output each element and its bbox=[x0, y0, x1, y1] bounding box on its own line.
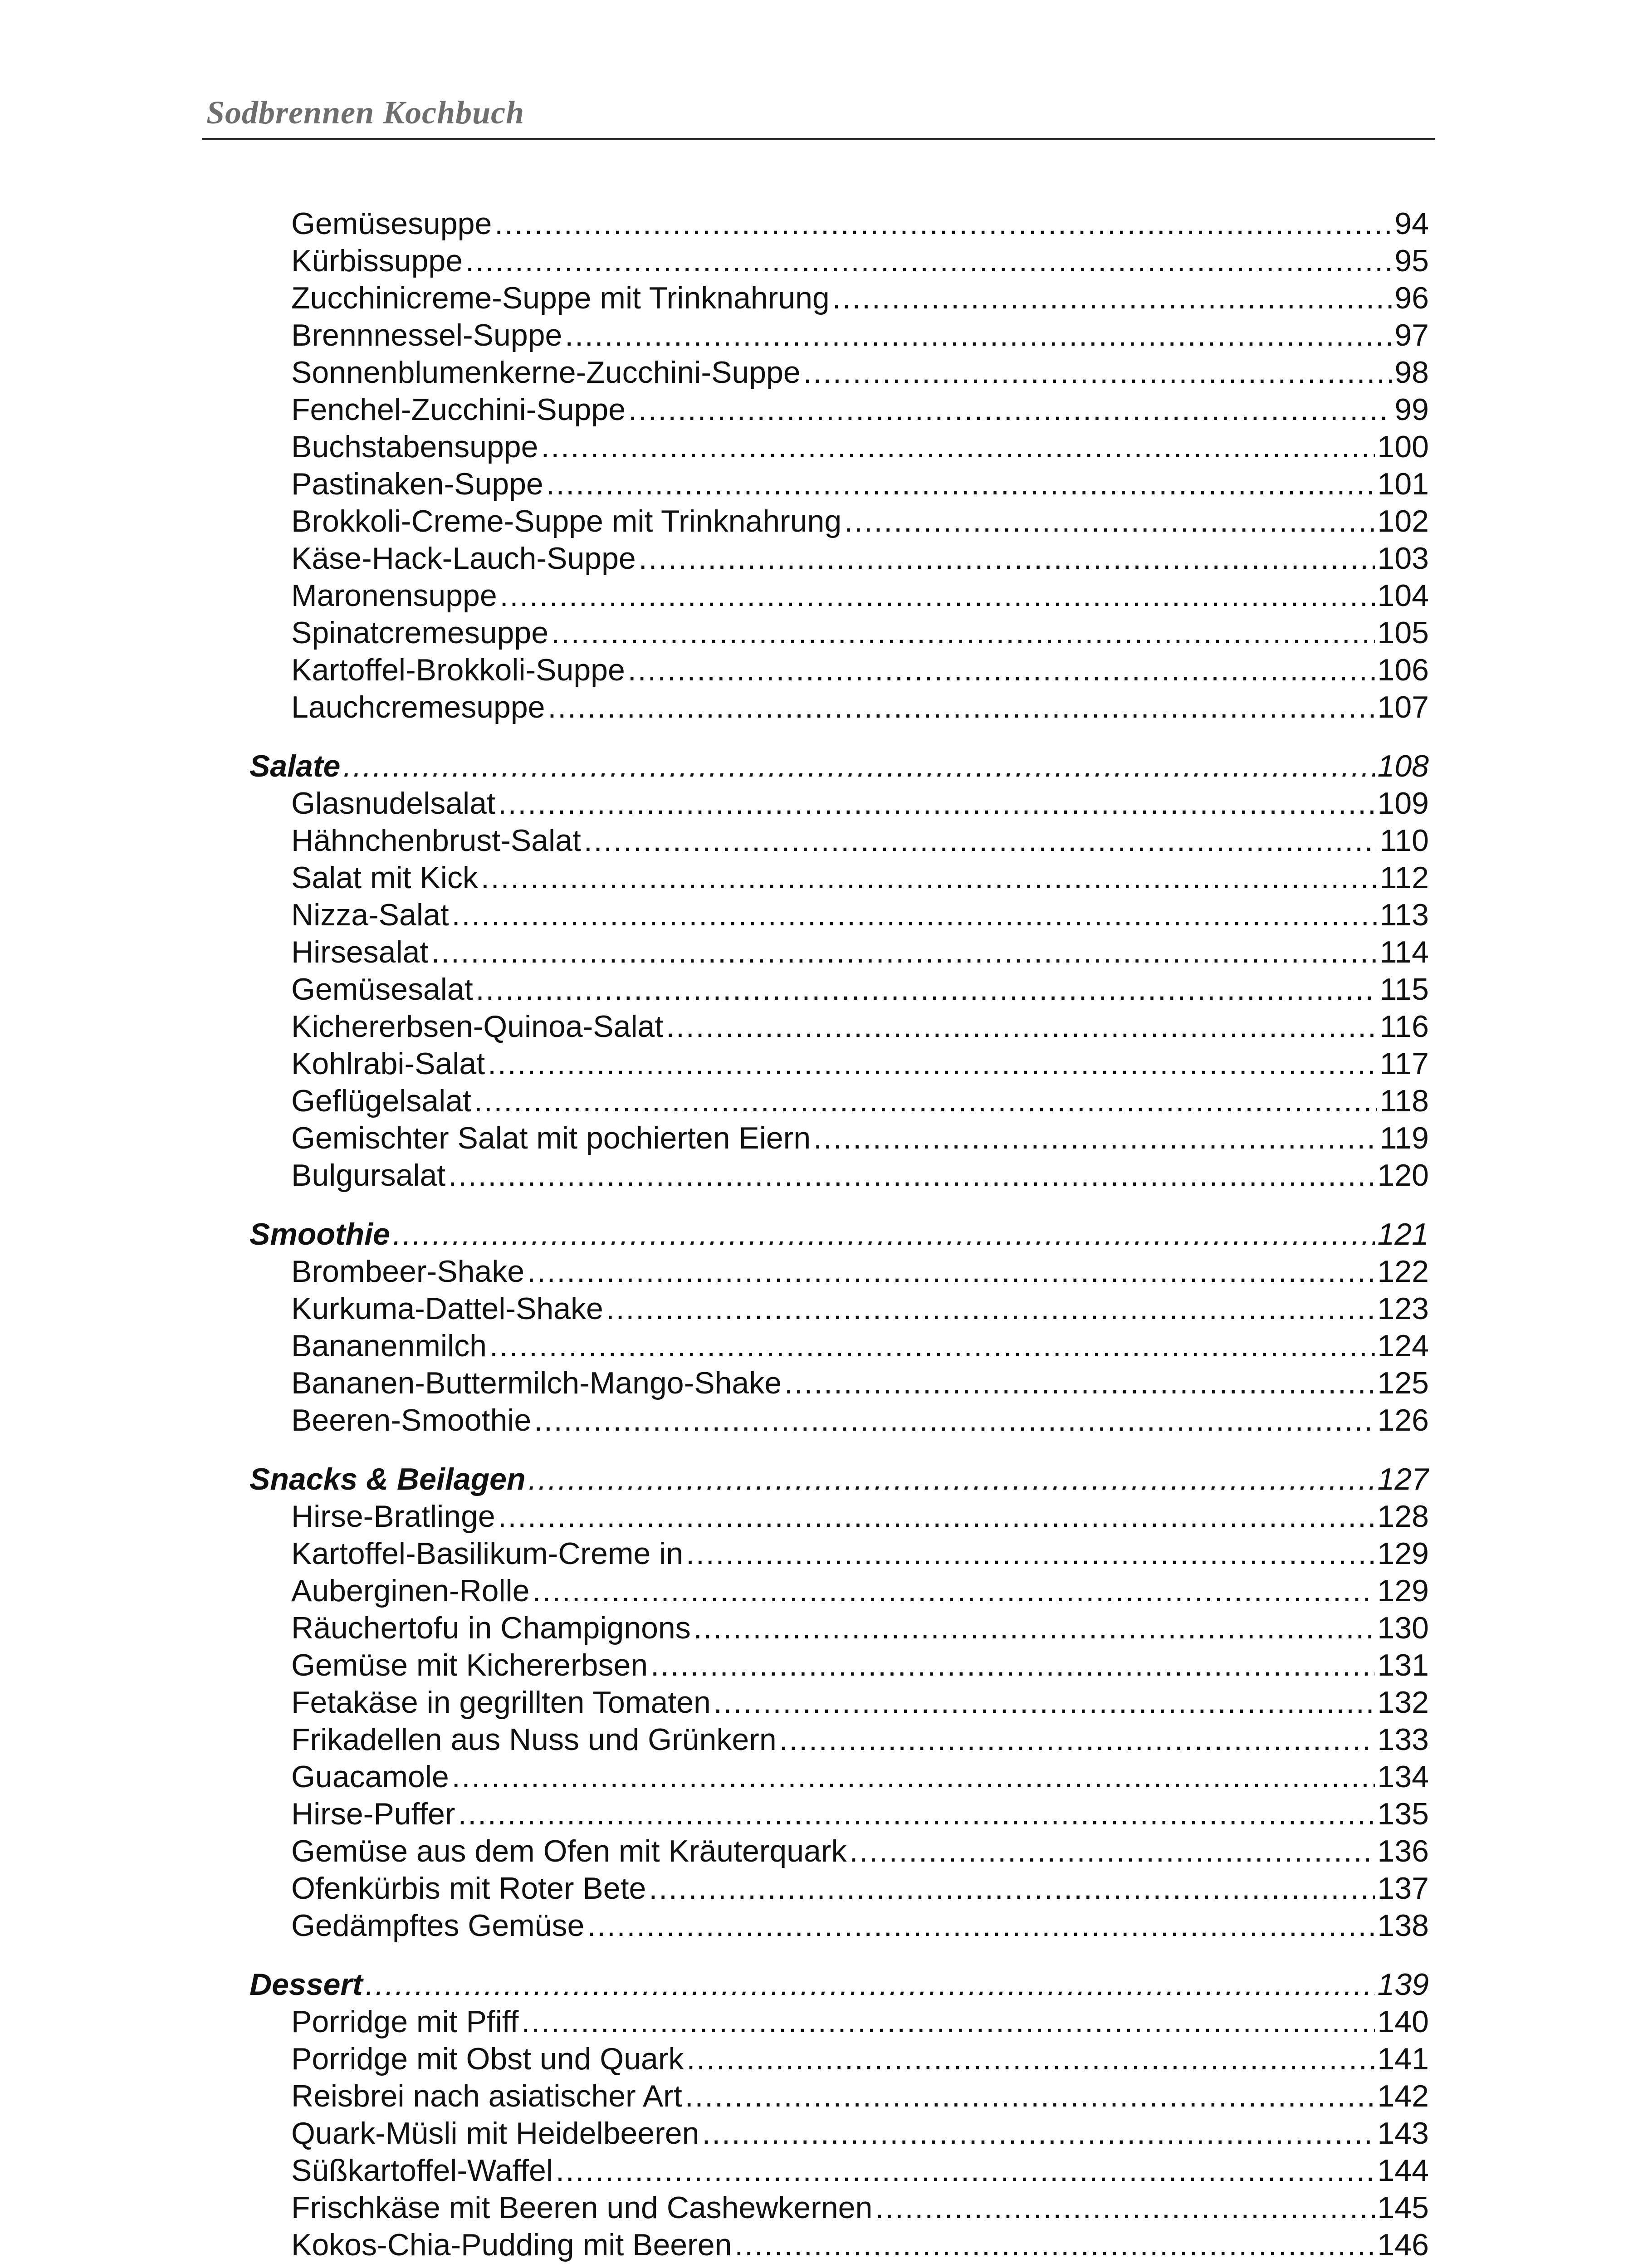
dot-leader bbox=[546, 465, 1375, 503]
toc-entry bbox=[291, 1535, 1429, 1572]
toc-page-number: 115 bbox=[1379, 972, 1429, 1007]
toc-entry-label: Brokkoli-Creme-Suppe mit Trinknahrung bbox=[291, 504, 842, 538]
toc-entry bbox=[291, 465, 1429, 503]
running-header-title: Sodbrennen Kochbuch bbox=[206, 94, 525, 131]
toc-section-label: Dessert bbox=[249, 1967, 363, 2002]
toc-page-number: 106 bbox=[1377, 653, 1429, 687]
toc-entry bbox=[291, 2189, 1429, 2226]
dot-leader bbox=[628, 391, 1392, 428]
toc-entry-label: Bulgursalat bbox=[291, 1158, 446, 1193]
toc-page-number: 126 bbox=[1377, 1403, 1429, 1437]
toc-entry-label: Gemüsesuppe bbox=[291, 206, 492, 241]
toc-entry bbox=[291, 1045, 1429, 1082]
dot-leader bbox=[702, 2115, 1374, 2152]
toc-entry-label: Porridge mit Pfiff bbox=[291, 2004, 519, 2039]
dot-leader bbox=[534, 1402, 1374, 1439]
toc-entry bbox=[291, 540, 1429, 577]
toc-entry bbox=[291, 651, 1429, 689]
toc-entry-label: Kohlrabi-Salat bbox=[291, 1046, 485, 1081]
toc-page-number: 110 bbox=[1379, 823, 1429, 858]
dot-leader bbox=[500, 577, 1375, 614]
dot-leader bbox=[803, 354, 1392, 391]
dot-leader bbox=[850, 1833, 1375, 1870]
dot-leader bbox=[734, 2226, 1374, 2263]
toc-entry bbox=[291, 1572, 1429, 1609]
toc-entry bbox=[291, 1290, 1429, 1327]
toc-page-number: 96 bbox=[1394, 281, 1429, 315]
toc-section-heading bbox=[249, 1216, 1429, 1253]
toc-section-label: Salate bbox=[249, 749, 341, 783]
dot-leader bbox=[541, 428, 1374, 465]
toc-page-number: 116 bbox=[1379, 1009, 1429, 1044]
toc-page-number: 136 bbox=[1377, 1834, 1429, 1868]
dot-leader bbox=[714, 1684, 1375, 1721]
dot-leader bbox=[489, 1327, 1375, 1364]
toc-entry-label: Kurkuma-Dattel-Shake bbox=[291, 1291, 603, 1326]
dot-leader bbox=[452, 1758, 1375, 1795]
toc-entry-label: Sonnenblumenkerne-Zucchini-Suppe bbox=[291, 355, 801, 390]
dot-leader bbox=[532, 1572, 1374, 1609]
toc-page-number: 94 bbox=[1394, 206, 1429, 241]
dot-leader bbox=[521, 2003, 1374, 2040]
dot-leader bbox=[343, 748, 1374, 785]
toc-page-number: 143 bbox=[1377, 2116, 1429, 2151]
toc-entry bbox=[291, 2152, 1429, 2189]
dot-leader bbox=[366, 1966, 1375, 2003]
dot-leader bbox=[813, 1119, 1377, 1157]
toc-entry-label: Porridge mit Obst und Quark bbox=[291, 2042, 684, 2076]
toc-entry-label: Gemüsesalat bbox=[291, 972, 473, 1007]
toc-page-number: 142 bbox=[1377, 2079, 1429, 2113]
toc-entry bbox=[291, 896, 1429, 934]
toc-section-label: Snacks & Beilagen bbox=[249, 1462, 526, 1496]
toc-page-number: 97 bbox=[1394, 318, 1429, 352]
toc-page-number: 124 bbox=[1377, 1329, 1429, 1363]
toc-page-number: 139 bbox=[1377, 1967, 1429, 2002]
toc-entry-label: Gemüse aus dem Ofen mit Kräuterquark bbox=[291, 1834, 847, 1868]
toc-entry bbox=[291, 279, 1429, 317]
dot-leader bbox=[494, 205, 1392, 242]
toc-page-number: 141 bbox=[1377, 2042, 1429, 2076]
toc-entry-label: Buchstabensuppe bbox=[291, 430, 538, 464]
toc-entry-label: Süßkartoffel-Waffel bbox=[291, 2153, 553, 2188]
dot-leader bbox=[458, 1795, 1375, 1833]
dot-leader bbox=[474, 1082, 1377, 1119]
toc-entry bbox=[291, 689, 1429, 726]
dot-leader bbox=[650, 1647, 1374, 1684]
toc-page-number: 135 bbox=[1377, 1797, 1429, 1831]
toc-page-number: 108 bbox=[1377, 749, 1429, 783]
dot-leader bbox=[584, 822, 1377, 859]
toc-entry bbox=[291, 1157, 1429, 1194]
toc-page-number: 146 bbox=[1377, 2228, 1429, 2262]
toc-entry-label: Auberginen-Rolle bbox=[291, 1574, 530, 1608]
dot-leader bbox=[452, 896, 1377, 934]
dot-leader bbox=[431, 934, 1377, 971]
toc-entry-label: Kartoffel-Basilikum-Creme in bbox=[291, 1536, 684, 1571]
toc-entry-label: Hirse-Puffer bbox=[291, 1797, 455, 1831]
toc-entry bbox=[291, 1082, 1429, 1119]
toc-page-number: 125 bbox=[1377, 1366, 1429, 1400]
toc-page-number: 122 bbox=[1377, 1254, 1429, 1289]
toc-entry-label: Ofenkürbis mit Roter Bete bbox=[291, 1871, 646, 1906]
toc-entry-label: Salat mit Kick bbox=[291, 860, 478, 895]
toc-entry-label: Fenchel-Zucchini-Suppe bbox=[291, 392, 626, 427]
toc-entry bbox=[291, 1008, 1429, 1045]
toc-entry bbox=[291, 2040, 1429, 2077]
toc-entry bbox=[291, 205, 1429, 242]
toc-entry bbox=[291, 242, 1429, 279]
toc-page-number: 101 bbox=[1377, 467, 1429, 501]
dot-leader bbox=[875, 2189, 1374, 2226]
toc-entry-label: Kürbissuppe bbox=[291, 244, 463, 278]
toc-entry-label: Zucchinicreme-Suppe mit Trinknahrung bbox=[291, 281, 830, 315]
dot-leader bbox=[465, 242, 1392, 279]
toc-page-number: 127 bbox=[1377, 1462, 1429, 1496]
toc-entry-label: Gemischter Salat mit pochierten Eiern bbox=[291, 1121, 811, 1155]
toc-page-number: 99 bbox=[1394, 392, 1429, 427]
toc-entry-label: Quark-Müsli mit Heidelbeeren bbox=[291, 2116, 699, 2151]
toc-entry-label: Nizza-Salat bbox=[291, 898, 449, 932]
dot-leader bbox=[779, 1721, 1375, 1758]
toc-entry bbox=[291, 1758, 1429, 1795]
toc-entry bbox=[291, 785, 1429, 822]
toc-entry bbox=[291, 1684, 1429, 1721]
toc-page-number: 98 bbox=[1394, 355, 1429, 390]
toc-entry-label: Maronensuppe bbox=[291, 578, 497, 613]
toc-entry-label: Räuchertofu in Champignons bbox=[291, 1611, 691, 1645]
toc-page-number: 109 bbox=[1377, 786, 1429, 821]
toc-entry-label: Glasnudelsalat bbox=[291, 786, 495, 821]
toc-entry-label: Reisbrei nach asiatischer Art bbox=[291, 2079, 682, 2113]
toc-entry-label: Frikadellen aus Nuss und Grünkern bbox=[291, 1722, 777, 1757]
dot-leader bbox=[606, 1290, 1375, 1327]
toc-entry bbox=[291, 822, 1429, 859]
toc-entry-label: Geflügelsalat bbox=[291, 1084, 471, 1118]
dot-leader bbox=[551, 614, 1375, 651]
toc-entry bbox=[291, 391, 1429, 428]
toc-entry bbox=[291, 1870, 1429, 1907]
toc-entry-label: Brombeer-Shake bbox=[291, 1254, 525, 1289]
dot-leader bbox=[498, 1498, 1375, 1535]
toc-page-number: 128 bbox=[1377, 1499, 1429, 1534]
toc-entry-label: Spinatcremesuppe bbox=[291, 616, 549, 650]
toc-entry bbox=[291, 2226, 1429, 2263]
toc-page-number: 112 bbox=[1379, 860, 1429, 895]
toc-entry bbox=[291, 1119, 1429, 1157]
toc-page-number: 114 bbox=[1379, 935, 1429, 969]
dot-leader bbox=[476, 971, 1377, 1008]
toc-section-heading bbox=[249, 748, 1429, 785]
toc-page-number: 132 bbox=[1377, 1685, 1429, 1720]
toc-page-number: 95 bbox=[1394, 244, 1429, 278]
toc-page-number: 121 bbox=[1377, 1217, 1429, 1251]
toc-page-number: 134 bbox=[1377, 1760, 1429, 1794]
toc-entry bbox=[291, 354, 1429, 391]
toc-section-heading bbox=[249, 1461, 1429, 1498]
dot-leader bbox=[685, 2077, 1375, 2115]
toc-entry bbox=[291, 1402, 1429, 1439]
dot-leader bbox=[686, 2040, 1374, 2077]
toc-section-heading bbox=[249, 1966, 1429, 2003]
toc-entry bbox=[291, 614, 1429, 651]
toc-entry bbox=[291, 503, 1429, 540]
toc-page-number: 130 bbox=[1377, 1611, 1429, 1645]
table-of-contents bbox=[0, 205, 1633, 2264]
toc-entry bbox=[291, 1327, 1429, 1364]
dot-leader bbox=[649, 1870, 1374, 1907]
toc-entry bbox=[291, 428, 1429, 465]
toc-entry bbox=[291, 317, 1429, 354]
toc-entry-label: Käse-Hack-Lauch-Suppe bbox=[291, 541, 636, 576]
toc-entry-label: Hirsesalat bbox=[291, 935, 429, 969]
toc-page-number: 137 bbox=[1377, 1871, 1429, 1906]
toc-entry-label: Brennnessel-Suppe bbox=[291, 318, 562, 352]
dot-leader bbox=[639, 540, 1375, 577]
toc-entry bbox=[291, 2003, 1429, 2040]
toc-entry-label: Gedämpftes Gemüse bbox=[291, 1908, 585, 1943]
header-rule bbox=[202, 138, 1435, 140]
toc-entry-label: Hähnchenbrust-Salat bbox=[291, 823, 581, 858]
toc-page-number: 120 bbox=[1377, 1158, 1429, 1193]
toc-page-number: 138 bbox=[1377, 1908, 1429, 1943]
toc-page-number: 140 bbox=[1377, 2004, 1429, 2039]
dot-leader bbox=[393, 1216, 1375, 1253]
toc-entry bbox=[291, 971, 1429, 1008]
toc-entry-label: Frischkäse mit Beeren und Cashewkernen bbox=[291, 2190, 873, 2225]
toc-entry bbox=[291, 1364, 1429, 1402]
toc-page-number: 113 bbox=[1379, 898, 1429, 932]
toc-entry bbox=[291, 1253, 1429, 1290]
dot-leader bbox=[832, 279, 1392, 317]
toc-entry-label: Lauchcremesuppe bbox=[291, 690, 545, 724]
dot-leader bbox=[844, 503, 1374, 540]
toc-entry-label: Gemüse mit Kichererbsen bbox=[291, 1648, 648, 1682]
toc-page-number: 123 bbox=[1377, 1291, 1429, 1326]
toc-entry bbox=[291, 577, 1429, 614]
dot-leader bbox=[694, 1609, 1375, 1647]
toc-entry bbox=[291, 1721, 1429, 1758]
toc-page-number: 102 bbox=[1377, 504, 1429, 538]
toc-entry bbox=[291, 859, 1429, 896]
toc-entry-label: Guacamole bbox=[291, 1760, 449, 1794]
toc-page-number: 145 bbox=[1377, 2190, 1429, 2225]
dot-leader bbox=[498, 785, 1375, 822]
toc-page-number: 117 bbox=[1379, 1046, 1429, 1081]
toc-page-number: 103 bbox=[1377, 541, 1429, 576]
dot-leader bbox=[481, 859, 1377, 896]
dot-leader bbox=[784, 1364, 1375, 1402]
toc-entry-label: Beeren-Smoothie bbox=[291, 1403, 532, 1437]
dot-leader bbox=[528, 1461, 1374, 1498]
toc-page-number: 129 bbox=[1377, 1536, 1429, 1571]
toc-entry bbox=[291, 934, 1429, 971]
toc-entry-label: Hirse-Bratlinge bbox=[291, 1499, 495, 1534]
toc-entry-label: Kichererbsen-Quinoa-Salat bbox=[291, 1009, 664, 1044]
dot-leader bbox=[548, 689, 1374, 726]
toc-page-number: 133 bbox=[1377, 1722, 1429, 1757]
toc-page-number: 119 bbox=[1379, 1121, 1429, 1155]
toc-entry bbox=[291, 2115, 1429, 2152]
toc-entry-label: Kokos-Chia-Pudding mit Beeren bbox=[291, 2228, 732, 2262]
toc-entry-label: Bananen-Buttermilch-Mango-Shake bbox=[291, 1366, 782, 1400]
dot-leader bbox=[565, 317, 1392, 354]
dot-leader bbox=[527, 1253, 1375, 1290]
toc-page-number: 104 bbox=[1377, 578, 1429, 613]
dot-leader bbox=[686, 1535, 1374, 1572]
toc-page-number: 107 bbox=[1377, 690, 1429, 724]
toc-entry-label: Bananenmilch bbox=[291, 1329, 487, 1363]
toc-entry bbox=[291, 1647, 1429, 1684]
toc-entry bbox=[291, 1907, 1429, 1944]
toc-entry-label: Kartoffel-Brokkoli-Suppe bbox=[291, 653, 625, 687]
toc-section-label: Smoothie bbox=[249, 1217, 390, 1251]
dot-leader bbox=[666, 1008, 1377, 1045]
dot-leader bbox=[556, 2152, 1375, 2189]
toc-page-number: 129 bbox=[1377, 1574, 1429, 1608]
dot-leader bbox=[587, 1907, 1374, 1944]
toc-entry bbox=[291, 1833, 1429, 1870]
toc-page-number: 144 bbox=[1377, 2153, 1429, 2188]
toc-entry bbox=[291, 1609, 1429, 1647]
dot-leader bbox=[488, 1045, 1377, 1082]
toc-entry bbox=[291, 1795, 1429, 1833]
toc-page-number: 131 bbox=[1377, 1648, 1429, 1682]
toc-page-number: 118 bbox=[1379, 1084, 1429, 1118]
toc-entry bbox=[291, 2077, 1429, 2115]
dot-leader bbox=[448, 1157, 1374, 1194]
toc-entry bbox=[291, 1498, 1429, 1535]
dot-leader bbox=[628, 651, 1375, 689]
toc-entry-label: Pastinaken-Suppe bbox=[291, 467, 543, 501]
toc-page-number: 100 bbox=[1377, 430, 1429, 464]
toc-entry-label: Fetakäse in gegrillten Tomaten bbox=[291, 1685, 711, 1720]
toc-page-number: 105 bbox=[1377, 616, 1429, 650]
